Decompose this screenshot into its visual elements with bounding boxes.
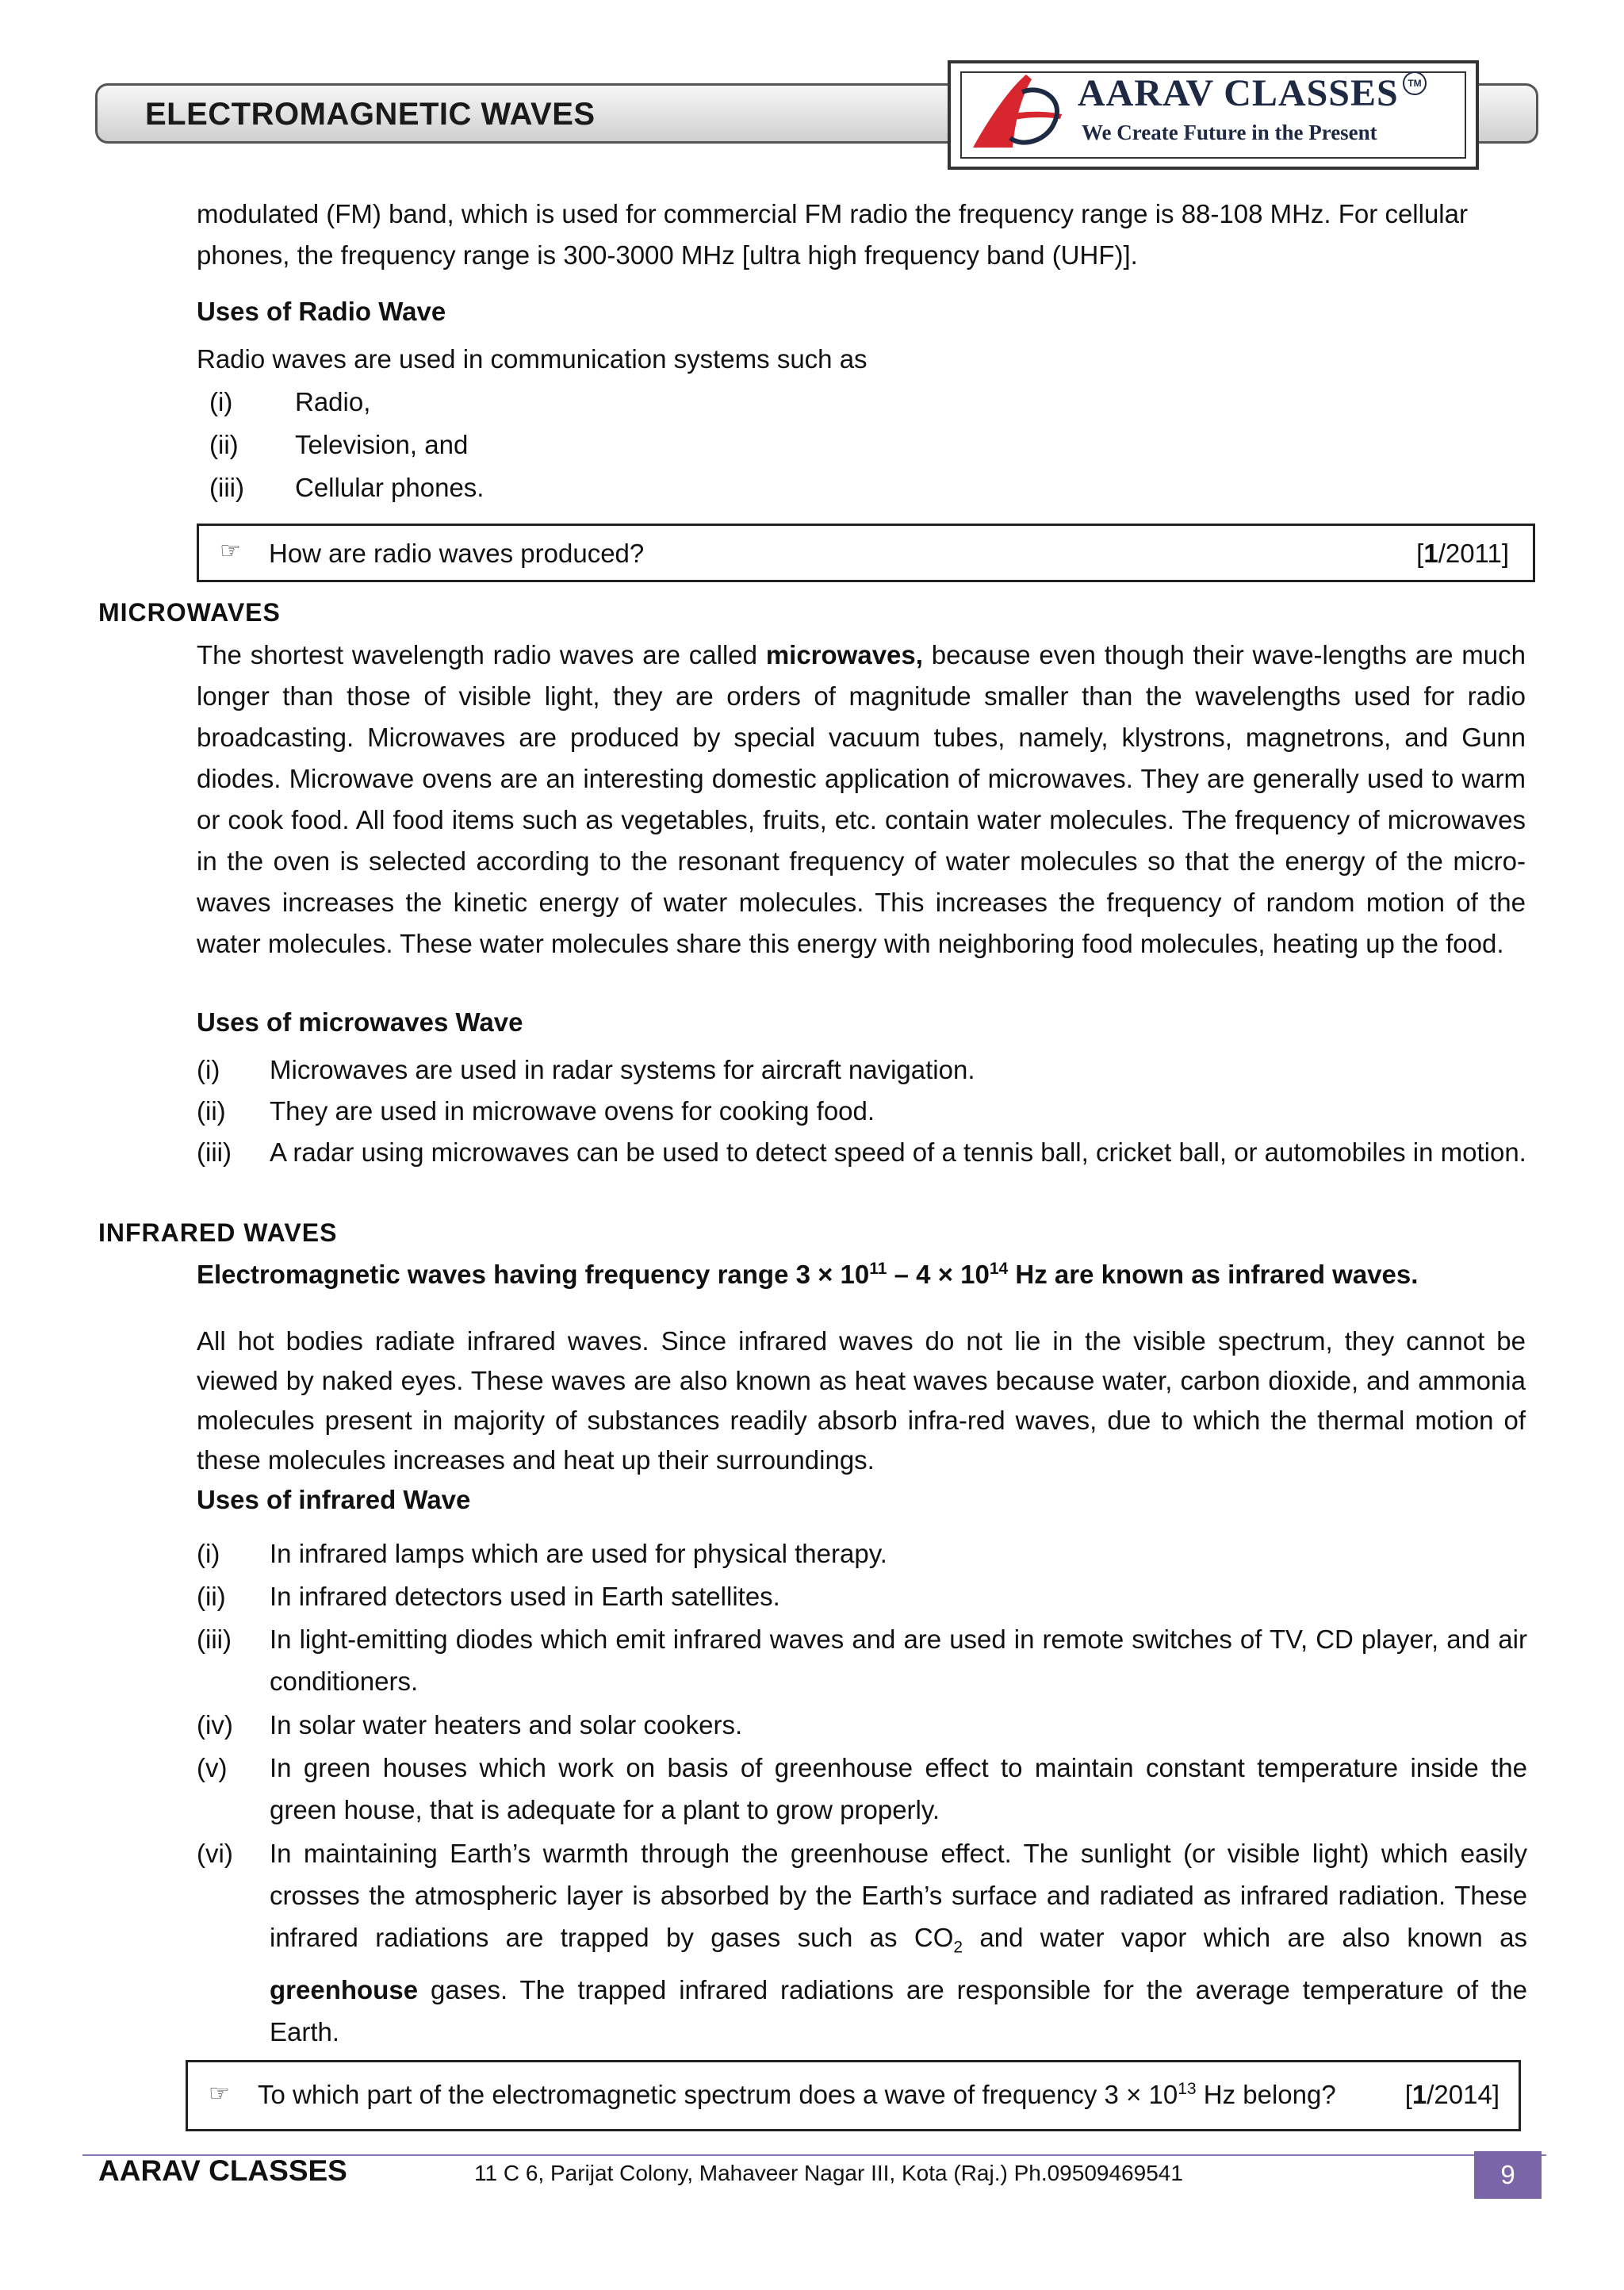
list-number: (vi) (197, 1839, 233, 1868)
question-year: [1/2014] (1404, 2080, 1500, 2109)
pointing-hand-icon: ☞ (220, 538, 241, 564)
footer-brand: AARAV CLASSES (98, 2154, 347, 2187)
list-text: They are used in microwave ovens for cooking food. (270, 1096, 875, 1126)
list-text: In light-emitting diodes which emit infrared waves and are used in remote switches of TV, CD player, and air conditioners. (270, 1624, 1527, 1696)
trademark-badge: TM (1403, 71, 1427, 95)
list-number: (iii) (197, 1137, 232, 1167)
radio-uses-heading: Uses of Radio Wave (197, 297, 446, 326)
list-number: (iv) (197, 1710, 233, 1740)
logo-name: AARAV CLASSES (1078, 72, 1399, 114)
question-text: How are radio waves produced? (269, 539, 645, 568)
list-text: In maintaining Earth’s warmth through the greenhouse effect. The sunlight (or visible light) which easily crosses the atmospheric layer is absorbed by the Earth’s surface and radiated as infrared radiation. These infrared radiations are trapped by gases such as $CO_2$ and water vapor which are also known as greenhouse gases. The trapped infrared radiations are responsible for the average temperature of the Earth. (270, 1839, 1527, 2046)
intro-line-2: phones, the frequency range is 300-3000 MHz [ultra high frequency band (UHF)]. (197, 240, 1138, 270)
list-text: Microwaves are used in radar systems for aircraft navigation. (270, 1055, 975, 1084)
infrared-paragraph: All hot bodies radiate infrared waves. Since infrared waves do not lie in the visible spectrum, they cannot be viewed by naked eyes. These waves are also known as heat waves because water, carbon dioxide, and ammonia molecules present in majority of substances readily absorb infra-red waves, due to which the thermal motion of these molecules increases and heat up their surroundings. (197, 1326, 1526, 1475)
question-year: [1/2011] (1416, 539, 1509, 568)
logo (948, 60, 1479, 170)
list-number: (ii) (197, 1582, 226, 1611)
list-text: In green houses which work on basis of greenhouse effect to maintain constant temperature inside the green house, that is adequate for a plant to grow properly. (270, 1753, 1527, 1824)
question-box-2 (186, 2060, 1521, 2131)
pointing-hand-icon: ☞ (209, 2081, 230, 2107)
list-number: (i) (197, 1055, 220, 1084)
radio-uses-lead: Radio waves are used in communication systems such as (197, 344, 868, 374)
list-number: (ii) (197, 1096, 226, 1126)
list-text: A radar using microwaves can be used to detect speed of a tennis ball, cricket ball, or automobiles in motion. (270, 1137, 1526, 1167)
intro-line-1: modulated (FM) band, which is used for commercial FM radio the frequency range is 88-108 MHz. For cellular (197, 199, 1468, 228)
footer-address: 11 C 6, Parijat Colony, Mahaveer Nagar III, Kota (Raj.) Ph.09509469541 (474, 2161, 1183, 2185)
list-number: (i) (197, 1539, 220, 1568)
question-text: To which part of the electromagnetic spectrum does a wave of frequency $3 \times 10^{13}$ Hz belong? (258, 2080, 1336, 2109)
list-text: Television, and (295, 430, 469, 459)
list-text: Radio, (295, 387, 371, 416)
list-number: (iii) (209, 473, 244, 502)
infrared-definition: Electromagnetic waves having frequency range $3 \times 10^{11} - 4 \times 10^{14}$ Hz are known as infrared waves. (197, 1260, 1419, 1289)
infrared-uses-heading: Uses of infrared Wave (197, 1485, 471, 1514)
list-number: (iii) (197, 1624, 232, 1654)
list-text: In solar water heaters and solar cookers. (270, 1710, 743, 1740)
list-number: (ii) (209, 430, 239, 459)
logo-mark-icon (967, 68, 1070, 155)
list-text: In infrared lamps which are used for physical therapy. (270, 1539, 887, 1568)
section-heading-microwaves: MICROWAVES (98, 598, 281, 627)
page-title: ELECTROMAGNETIC WAVES (145, 97, 596, 132)
microwaves-paragraph: The shortest wavelength radio waves are called microwaves, because even though their wave-lengths are much longer than those of visible light, they are orders of magnitude smaller than the wavelengths used for radio broadcasting. Microwaves are produced by special vacuum tubes, namely, klystrons, magnetrons, and Gunn diodes. Microwave ovens are an interesting domestic application of microwaves. They are generally used to warm or cook food. All food items such as vegetables, fruits, etc. contain water molecules. The frequency of microwaves in the oven is selected according to the resonant frequency of water molecules so that the energy of the micro-waves increases the kinetic energy of water molecules. This increases the frequency of random motion of the water molecules. These water molecules share this energy with neighboring food molecules, heating up the food. (197, 640, 1526, 958)
list-text: In infrared detectors used in Earth satellites. (270, 1582, 780, 1611)
list-number: (i) (209, 387, 233, 416)
logo-tagline: We Create Future in the Present (1082, 121, 1377, 144)
question-box-1 (197, 524, 1535, 582)
list-number: (v) (197, 1753, 228, 1782)
microwave-uses-heading: Uses of microwaves Wave (197, 1007, 523, 1037)
list-text: Cellular phones. (295, 473, 485, 502)
page-number: 9 (1474, 2151, 1542, 2199)
section-heading-infrared: INFRARED WAVES (98, 1218, 338, 1247)
